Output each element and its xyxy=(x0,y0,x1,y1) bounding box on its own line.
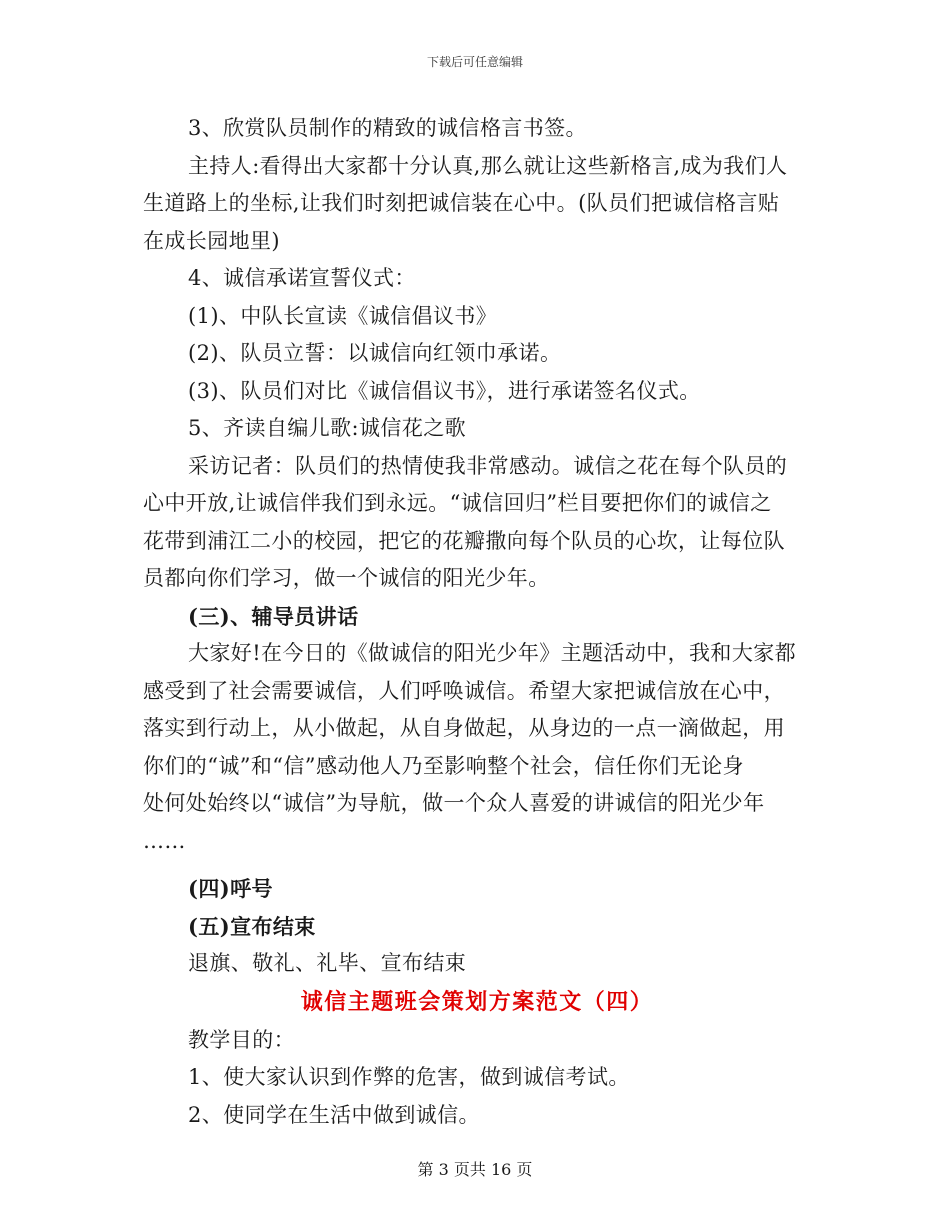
main-heading: 诚信主题班会策划方案范文（四） xyxy=(300,989,654,1015)
paragraph-item-4: 4、诚信承诺宣誓仪式： xyxy=(188,266,416,290)
counselor-speech-line-1: 大家好!在今日的《做诚信的阳光少年》主题活动中，我和大家都 xyxy=(188,641,797,665)
counselor-speech-line-2: 感受到了社会需要诚信，人们呼唤诚信。希望大家把诚信放在心中， xyxy=(143,678,785,703)
counselor-speech-line-5: 处何处始终以“诚信”为导航，做一个众人喜爱的讲诚信的阳光少年 xyxy=(143,791,765,815)
paragraph-item-5: 5、齐读自编儿歌:诚信花之歌 xyxy=(188,416,467,440)
teaching-goal-1: 1、使大家认识到作弊的危害，做到诚信考试。 xyxy=(188,1065,630,1089)
host-paragraph-line-3: 在成长园地里) xyxy=(143,228,280,253)
paragraph-subitem-1: (1)、中队长宣读《诚信倡议书》 xyxy=(188,303,498,328)
counselor-speech-line-4: 你们的“诚”和“信”感动他人乃至影响整个社会，信任你们无论身 xyxy=(143,753,744,778)
reporter-paragraph-line-3: 花带到浦江二小的校园，把它的花瓣撒向每个队员的心坎，让每位队 xyxy=(143,528,785,553)
teaching-goals-label: 教学目的： xyxy=(188,1027,295,1052)
spacer xyxy=(143,860,811,870)
reporter-paragraph-line-2: 心中开放,让诚信伴我们到永远。“诚信回归”栏目要把你们的诚信之 xyxy=(143,491,772,515)
paragraph-subitem-3: (3)、队员们对比《诚信倡议书》，进行承诺签名仪式。 xyxy=(188,378,701,403)
counselor-speech-line-3: 落实到行动上，从小做起，从自身做起，从身边的一点一滴做起，用 xyxy=(143,716,785,740)
page-footer: 第 3 页共 16 页 xyxy=(417,1160,533,1179)
host-paragraph-line-1: 主持人:看得出大家都十分认真,那么就让这些新格言,成为我们人 xyxy=(188,153,788,178)
reporter-paragraph-line-4: 员都向你们学习，做一个诚信的阳光少年。 xyxy=(143,566,550,590)
document-body xyxy=(143,110,811,1134)
section-4-title: (四)呼号 xyxy=(188,876,273,901)
paragraph-subitem-2: (2)、队员立誓：以诚信向红领巾承诺。 xyxy=(188,341,562,365)
host-paragraph-line-2: 生道路上的坐标,让我们时刻把诚信装在心中。(队员们把诚信格言贴 xyxy=(143,191,780,215)
section-3-title: (三)、辅导员讲话 xyxy=(188,603,359,629)
closing-steps: 退旗、敬礼、礼毕、宣布结束 xyxy=(188,951,467,975)
counselor-speech-line-6: …… xyxy=(143,828,186,853)
paragraph-item-3: 3、欣赏队员制作的精致的诚信格言书签。 xyxy=(188,116,587,140)
page-header: 下载后可任意编辑 xyxy=(426,55,523,69)
reporter-paragraph-line-1: 采访记者：队员们的热情使我非常感动。诚信之花在每个队员的 xyxy=(188,453,788,478)
teaching-goal-2: 2、使同学在生活中做到诚信。 xyxy=(188,1102,480,1127)
section-5-title: (五)宣布结束 xyxy=(188,913,316,939)
